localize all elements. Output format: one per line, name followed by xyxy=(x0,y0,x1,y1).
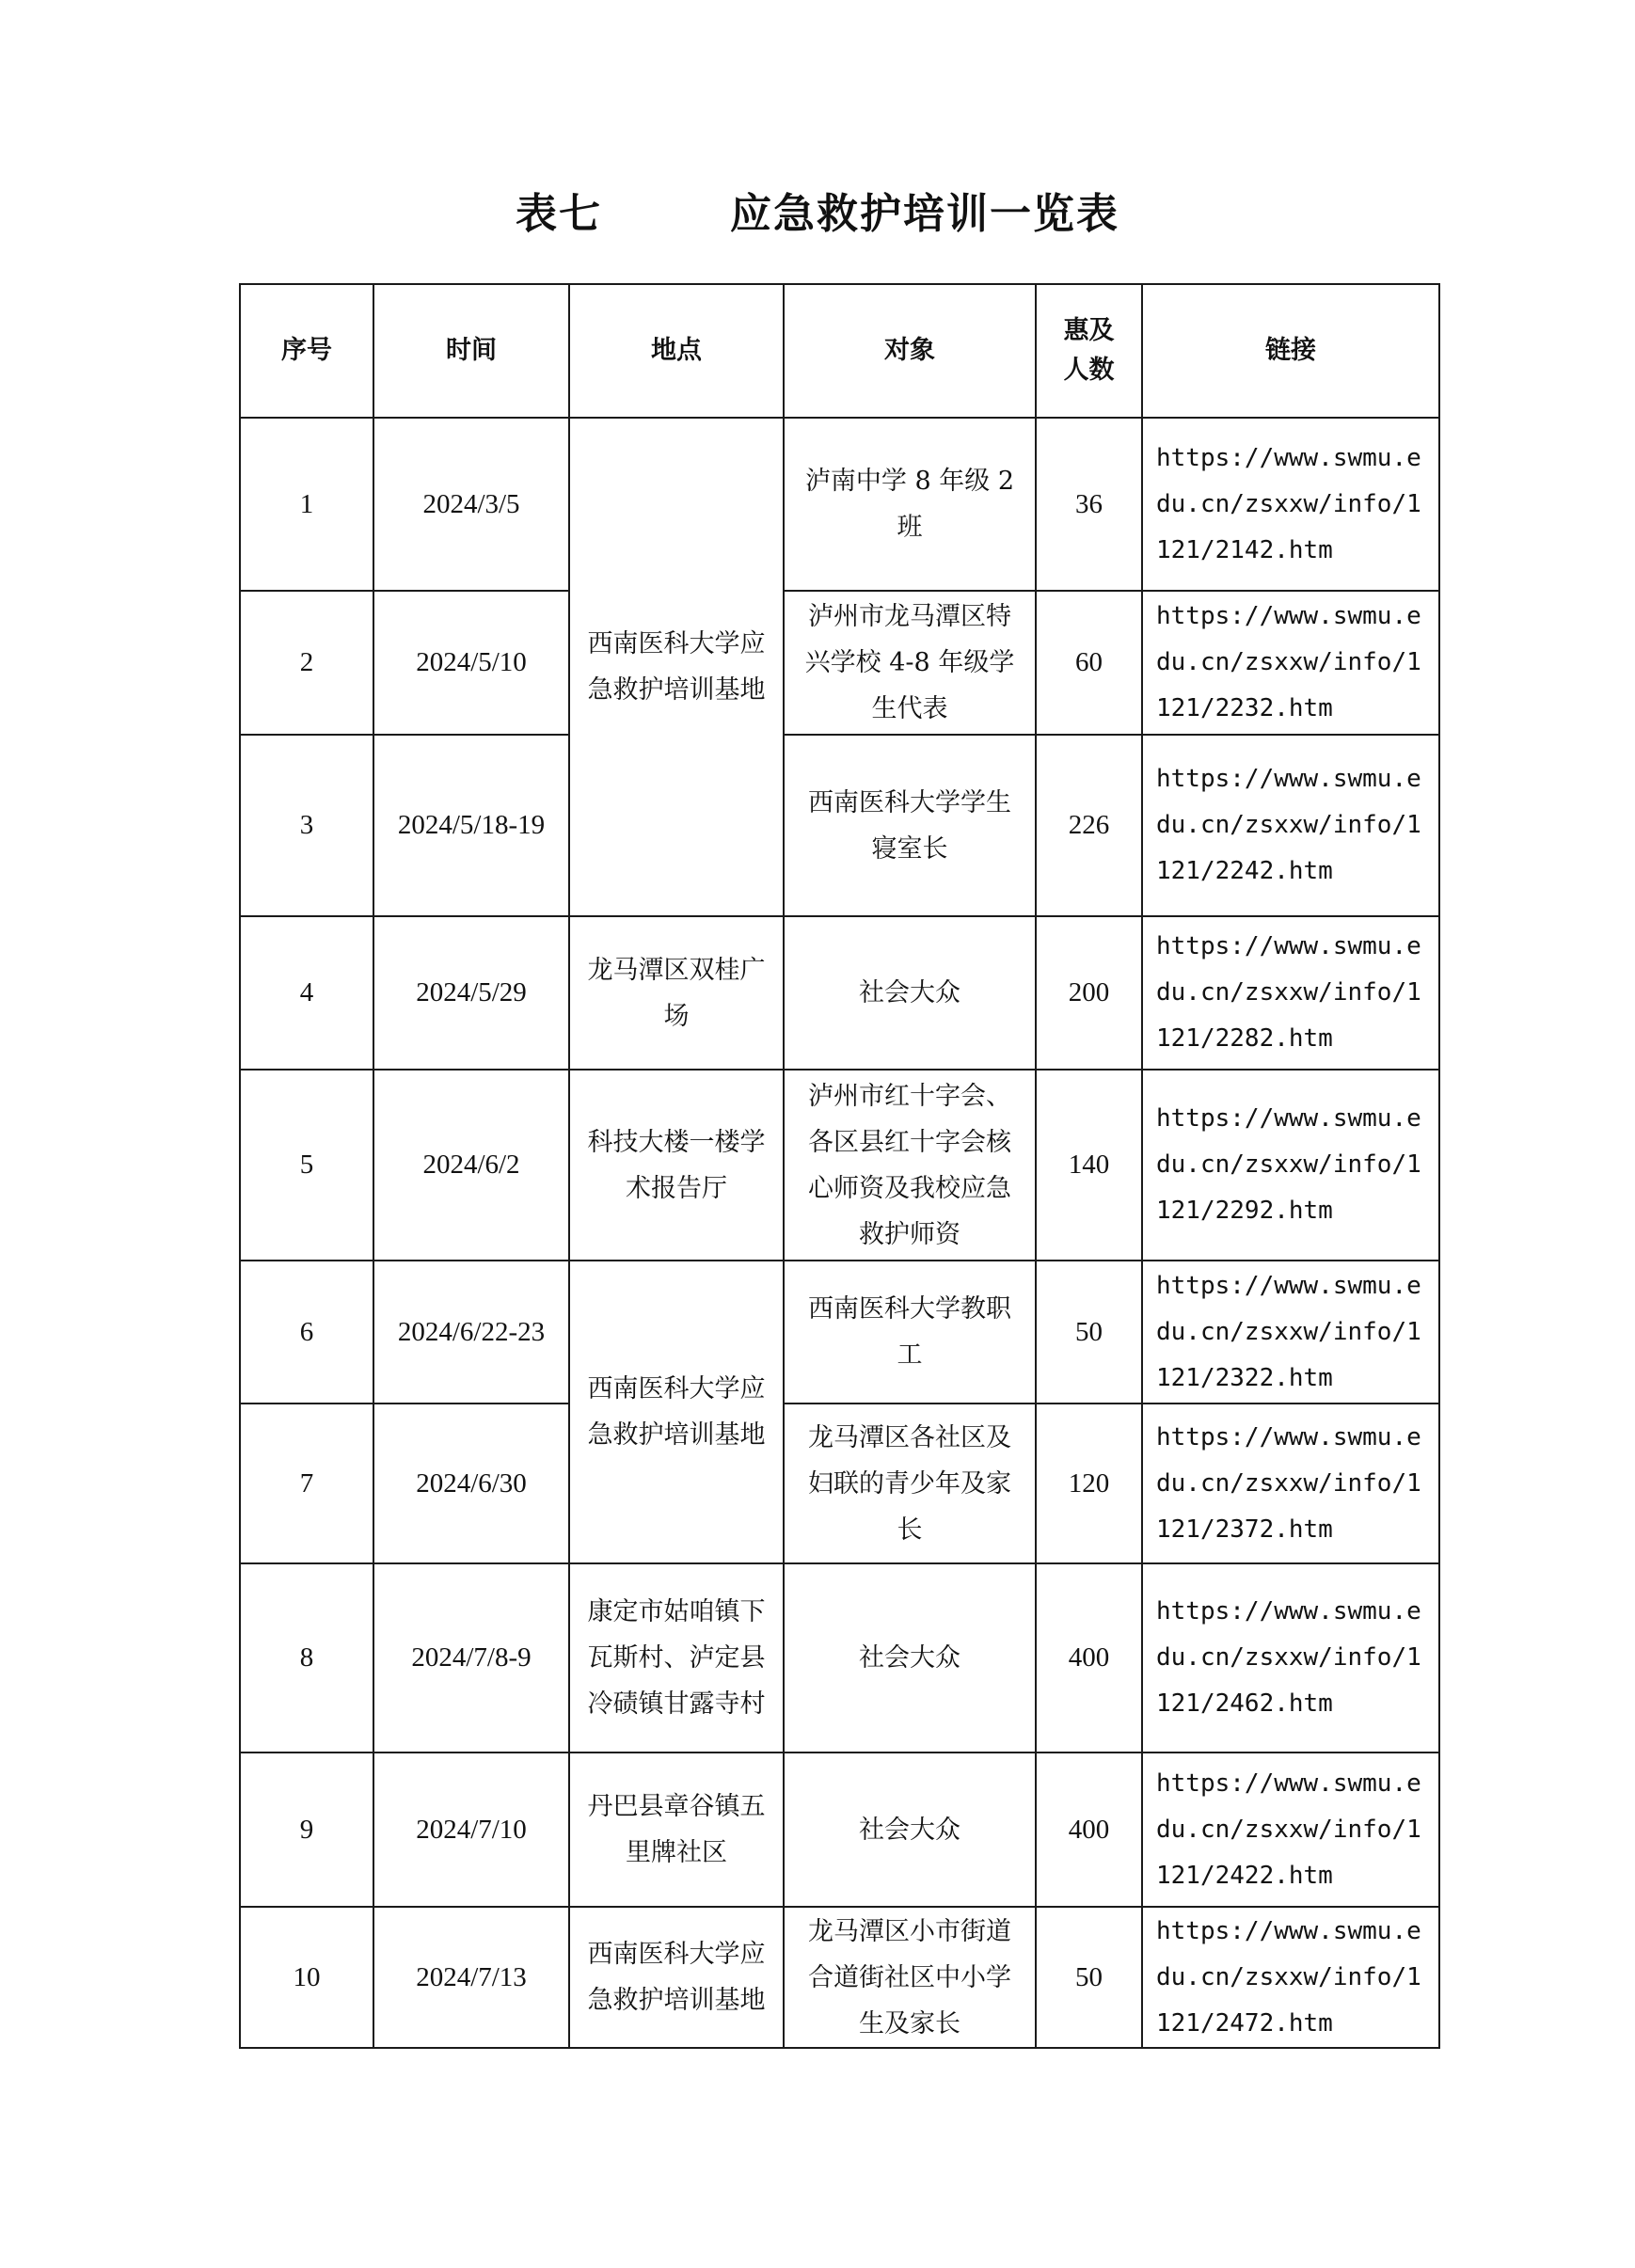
cell-count: 400 xyxy=(1036,1753,1142,1907)
cell-link[interactable]: https://www.swmu.edu.cn/zsxxw/info/1121/2472.htm xyxy=(1142,1907,1439,2048)
cell-link[interactable]: https://www.swmu.edu.cn/zsxxw/info/1121/2282.htm xyxy=(1142,916,1439,1070)
cell-seq: 10 xyxy=(240,1907,373,2048)
cell-audience: 泸州市龙马潭区特兴学校 4-8 年级学生代表 xyxy=(784,591,1036,735)
cell-link[interactable]: https://www.swmu.edu.cn/zsxxw/info/1121/2232.htm xyxy=(1142,591,1439,735)
cell-audience: 社会大众 xyxy=(784,1563,1036,1753)
header-row xyxy=(240,284,1439,418)
cell-audience: 龙马潭区各社区及妇联的青少年及家长 xyxy=(784,1404,1036,1563)
header-seq: 序号 xyxy=(240,284,373,418)
training-table xyxy=(239,283,1440,2049)
cell-count: 60 xyxy=(1036,591,1142,735)
table-row xyxy=(240,591,1439,735)
cell-venue: 西南医科大学应急救护培训基地 xyxy=(569,418,784,916)
cell-link[interactable]: https://www.swmu.edu.cn/zsxxw/info/1121/2372.htm xyxy=(1142,1404,1439,1563)
cell-venue: 龙马潭区双桂广场 xyxy=(569,916,784,1070)
cell-time: 2024/5/18-19 xyxy=(373,735,569,916)
table-row xyxy=(240,1404,1439,1563)
table-row xyxy=(240,916,1439,1070)
cell-seq: 7 xyxy=(240,1404,373,1563)
cell-time: 2024/3/5 xyxy=(373,418,569,591)
cell-venue: 丹巴县章谷镇五里牌社区 xyxy=(569,1753,784,1907)
cell-link[interactable]: https://www.swmu.edu.cn/zsxxw/info/1121/2322.htm xyxy=(1142,1261,1439,1404)
cell-count: 36 xyxy=(1036,418,1142,591)
cell-count: 140 xyxy=(1036,1070,1142,1261)
cell-audience: 西南医科大学学生寝室长 xyxy=(784,735,1036,916)
cell-venue: 科技大楼一楼学术报告厅 xyxy=(569,1070,784,1261)
cell-time: 2024/5/10 xyxy=(373,591,569,735)
table-row xyxy=(240,735,1439,916)
cell-seq: 2 xyxy=(240,591,373,735)
cell-link[interactable]: https://www.swmu.edu.cn/zsxxw/info/1121/2242.htm xyxy=(1142,735,1439,916)
table-row xyxy=(240,1753,1439,1907)
cell-audience: 龙马潭区小市街道合道街社区中小学生及家长 xyxy=(784,1907,1036,2048)
page-title: 表七 应急救护培训一览表 xyxy=(516,190,1119,238)
table-row xyxy=(240,1070,1439,1261)
cell-audience: 西南医科大学教职工 xyxy=(784,1261,1036,1404)
cell-count: 120 xyxy=(1036,1404,1142,1563)
cell-time: 2024/7/13 xyxy=(373,1907,569,2048)
cell-audience: 泸州市红十字会、各区县红十字会核心师资及我校应急救护师资 xyxy=(784,1070,1036,1261)
cell-seq: 3 xyxy=(240,735,373,916)
cell-venue: 康定市姑咱镇下瓦斯村、泸定县冷碛镇甘露寺村 xyxy=(569,1563,784,1753)
cell-seq: 8 xyxy=(240,1563,373,1753)
cell-link[interactable]: https://www.swmu.edu.cn/zsxxw/info/1121/2142.htm xyxy=(1142,418,1439,591)
header-time: 时间 xyxy=(373,284,569,418)
table-row xyxy=(240,1907,1439,2048)
cell-link[interactable]: https://www.swmu.edu.cn/zsxxw/info/1121/2292.htm xyxy=(1142,1070,1439,1261)
cell-time: 2024/6/2 xyxy=(373,1070,569,1261)
header-count: 惠及人数 xyxy=(1036,284,1142,418)
table-row xyxy=(240,1563,1439,1753)
cell-audience: 社会大众 xyxy=(784,1753,1036,1907)
cell-seq: 6 xyxy=(240,1261,373,1404)
cell-count: 50 xyxy=(1036,1907,1142,2048)
table-row xyxy=(240,418,1439,591)
cell-seq: 9 xyxy=(240,1753,373,1907)
cell-venue: 西南医科大学应急救护培训基地 xyxy=(569,1261,784,1563)
cell-audience: 泸南中学 8 年级 2 班 xyxy=(784,418,1036,591)
cell-seq: 1 xyxy=(240,418,373,591)
header-venue: 地点 xyxy=(569,284,784,418)
cell-seq: 4 xyxy=(240,916,373,1070)
cell-seq: 5 xyxy=(240,1070,373,1261)
cell-time: 2024/6/22-23 xyxy=(373,1261,569,1404)
header-link: 链接 xyxy=(1142,284,1439,418)
cell-venue: 西南医科大学应急救护培训基地 xyxy=(569,1907,784,2048)
cell-time: 2024/6/30 xyxy=(373,1404,569,1563)
cell-link[interactable]: https://www.swmu.edu.cn/zsxxw/info/1121/2462.htm xyxy=(1142,1563,1439,1753)
cell-count: 400 xyxy=(1036,1563,1142,1753)
cell-count: 50 xyxy=(1036,1261,1142,1404)
cell-time: 2024/7/8-9 xyxy=(373,1563,569,1753)
table-row xyxy=(240,1261,1439,1404)
cell-time: 2024/7/10 xyxy=(373,1753,569,1907)
cell-time: 2024/5/29 xyxy=(373,916,569,1070)
cell-count: 226 xyxy=(1036,735,1142,916)
cell-count: 200 xyxy=(1036,916,1142,1070)
header-audience: 对象 xyxy=(784,284,1036,418)
cell-audience: 社会大众 xyxy=(784,916,1036,1070)
cell-link[interactable]: https://www.swmu.edu.cn/zsxxw/info/1121/2422.htm xyxy=(1142,1753,1439,1907)
